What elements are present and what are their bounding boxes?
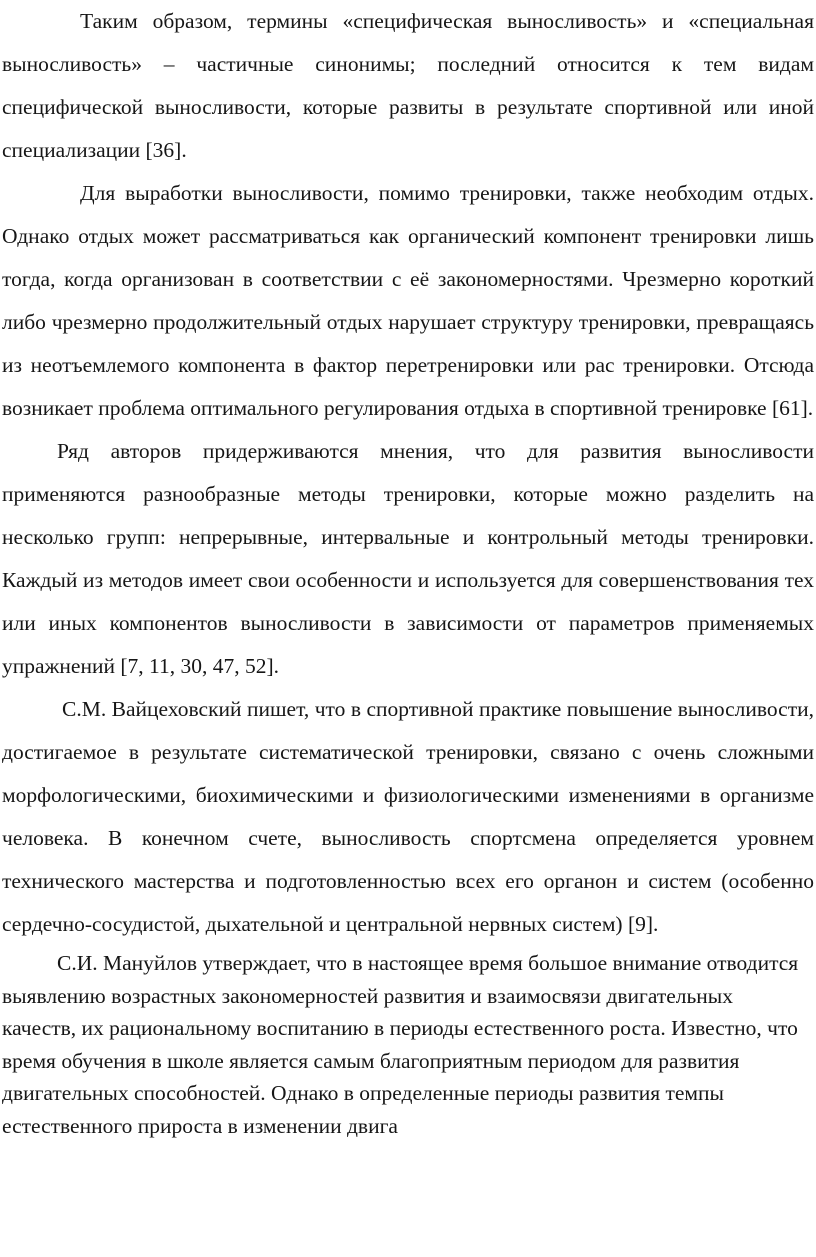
paragraph-vaytsekhovsky: С.М. Вайцеховский пишет, что в спортивной практике повышение выносливости, достигаемое в результате систематической тренировки, связано с очень сложными морфологическими, биохимическими и физиологическими изменениями в организме человека. В конечном счете, выносливость спортсмена определяется уровнем технического мастерства и подготовленностью всех его органон и систем (особенно сердечно-сосудистой, дыхательной и центральной нервных систем) [9]. (2, 697, 814, 936)
paragraph-training-methods: Ряд авторов придерживаются мнения, что для развития выносливости применяются разнообразные методы тренировки, которые можно разделить на несколько групп: непрерывные, интервальные и контрольный методы тренировки. Каждый из методов имеет свои особенности и используется для совершенствования тех или иных компонентов выносливости в зависимости от параметров применяемых упражнений [7, 11, 30, 47, 52]. (2, 439, 814, 678)
paragraph-specific-endurance: Таким образом, термины «специфическая выносливость» и «специальная выносливость» – частичные синонимы; последний относится к тем видам специфической выносливости, которые развиты в результате спортивной или иной специализации [36]. (2, 9, 814, 162)
paragraph-manuylov: С.И. Мануйлов утверждает, что в настоящее время большое внимание отводится выявлению возрастных закономерностей развития и взаимосвязи двигательных качеств, их рациональному воспитанию в периоды естественного роста. Известно, что время обучения в школе является самым благоприятным периодом для развития двигательных способностей. Однако в определенные периоды развития темпы естественного прироста в изменении двига (2, 951, 799, 1138)
paragraph-rest: Для выработки выносливости, помимо тренировки, также необходим отдых. Однако отдых может рассматриваться как органический компонент тренировки лишь тогда, когда организован в соответствии с её закономерностями. Чрезмерно короткий либо чрезмерно продолжительный отдых нарушает структуру тренировки, превращаясь из неотъемлемого компонента в фактор перетренировки или рас тренировки. Отсюда возникает проблема оптимального регулирования отдыха в спортивной тренировке [61]. (2, 181, 814, 420)
